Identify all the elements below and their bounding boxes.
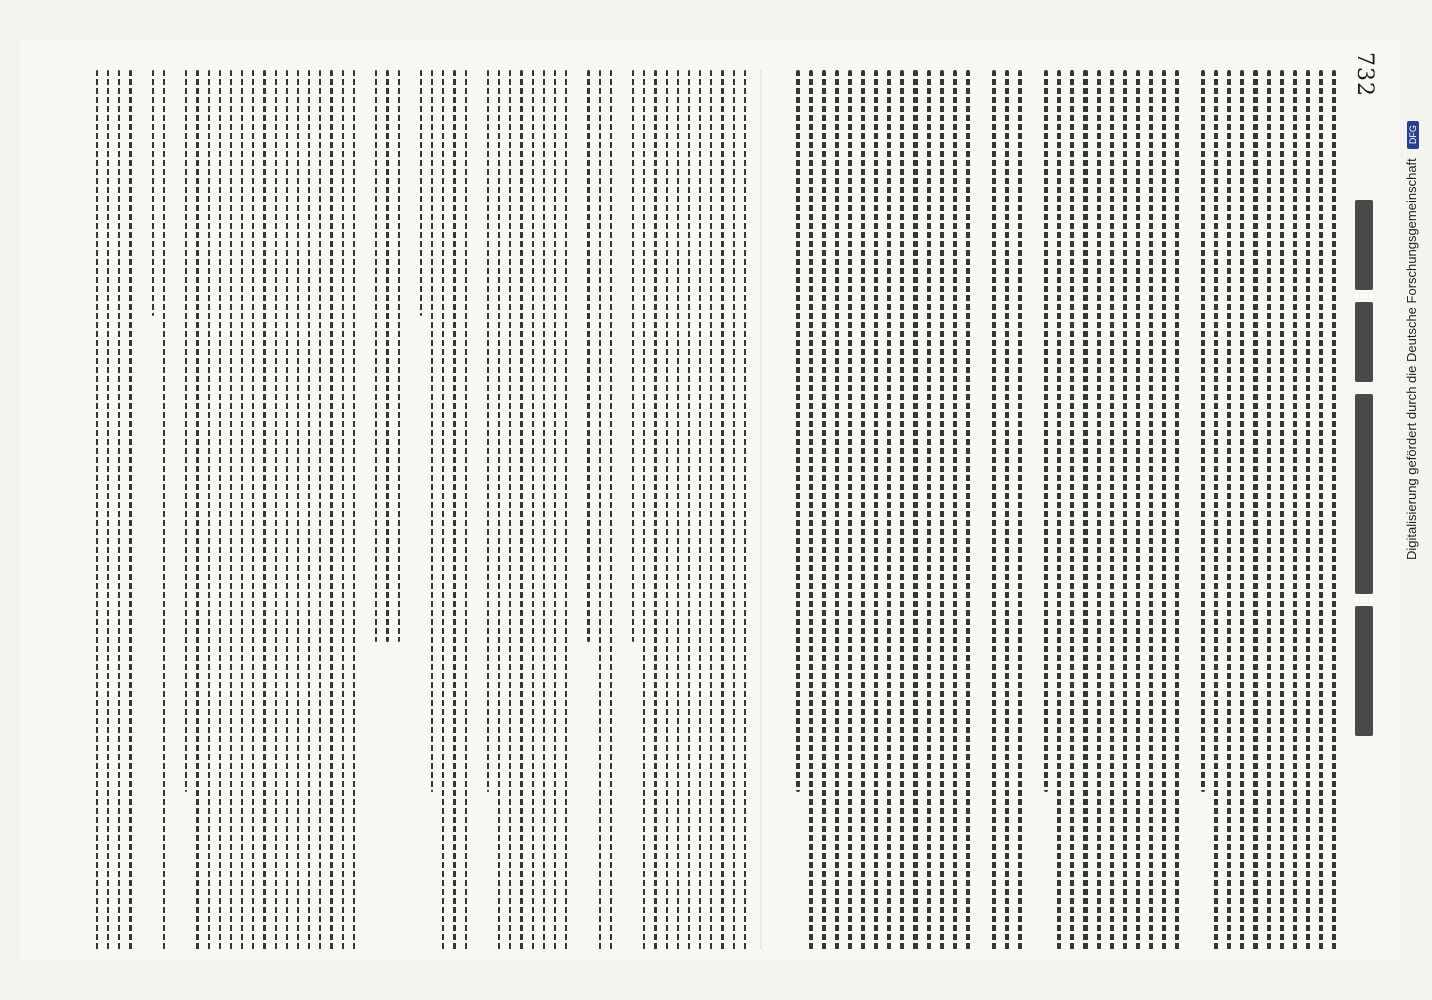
digitization-footer bbox=[1404, 121, 1419, 560]
page-number: 732 bbox=[1352, 52, 1377, 97]
running-head-part bbox=[1355, 302, 1373, 382]
running-head-part bbox=[1355, 394, 1373, 594]
running-head-part bbox=[1355, 200, 1373, 290]
column-gutter bbox=[760, 70, 762, 950]
footer-text: Digitalisierung gefördert durch die Deutsche Forschungsgemeinschaft bbox=[1404, 158, 1419, 560]
dfg-logo: DFG bbox=[1407, 121, 1419, 149]
running-head-part bbox=[1355, 606, 1373, 736]
text-column-right bbox=[790, 70, 1342, 950]
text-column-left bbox=[90, 70, 752, 950]
running-head bbox=[1348, 200, 1380, 860]
